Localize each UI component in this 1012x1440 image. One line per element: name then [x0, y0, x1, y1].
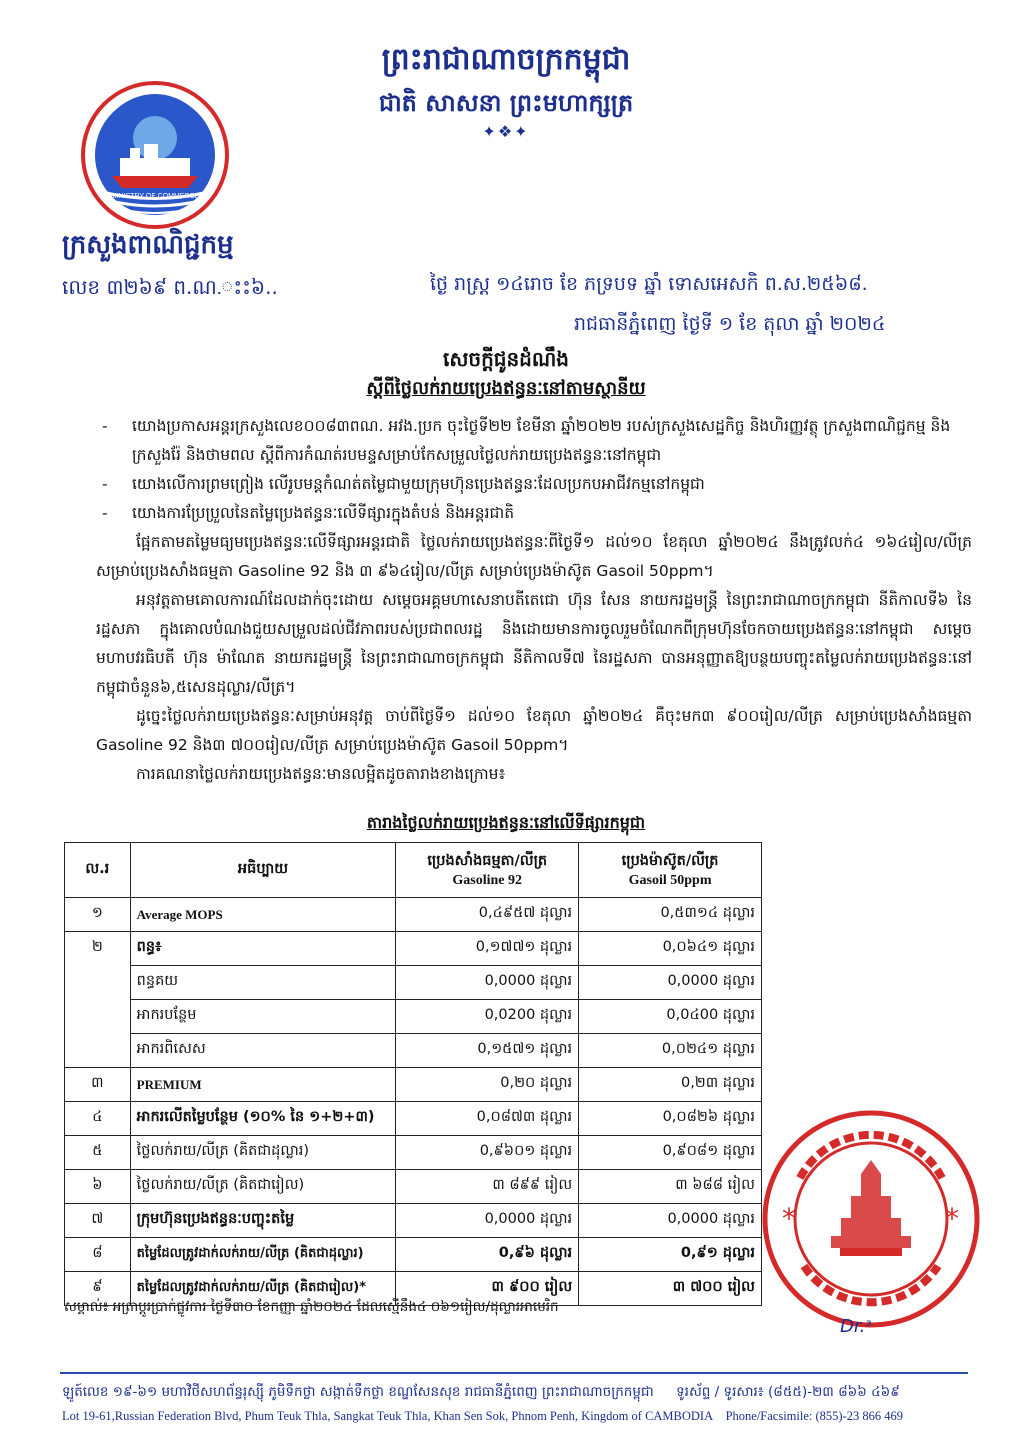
ornament-divider: ✦❖✦ [482, 122, 530, 141]
table-row [65, 932, 762, 966]
paragraph-final-price: ដូច្នេះថ្លៃលក់រាយប្រេងឥន្ធនៈសម្រាប់អនុវត្ត ចាប់ពីថ្ងៃទី១ ដល់១០ ខែតុលា ឆ្នាំ២០២៤ គឺចុះមក៣ ៩០០រៀល/លីត្រ សម្រាប់ប្រេងសាំងធម្មតា Gasoline 92 និង៣ ៧០០រៀល/លីត្រ សម្រាប់ប្រេងម៉ាស៊ូត Gasoil 50ppm។ [96, 707, 972, 754]
row-gasoline-value: ៣ ៨៩៩ រៀល [396, 1170, 579, 1204]
document-title: សេចក្តីជូនដំណឹង [443, 347, 569, 371]
row-number: ១ [65, 898, 131, 932]
row-gasoil-value: 0,៩១ ដុល្លារ [579, 1238, 762, 1272]
row-description: តម្លៃដែលត្រូវដាក់លក់រាយ/លីត្រ (គិតជារៀល)* [130, 1272, 396, 1306]
paragraph-policy: អនុវត្តតាមគោលការណ៍ដែលដាក់ចុះដោយ សម្តេចអគ្គមហាសេនាបតីតេជោ ហ៊ុន សែន នាយករដ្ឋមន្ត្រី នៃព្រះរាជាណាចក្រកម្ពុជា នីតិកាលទី៦ នៃរដ្ឋសភា ក្នុងគោលបំណងជួយសម្រួលដល់ជីវភាពរបស់ប្រជាពលរដ្ឋ និងដោយមានការចូលរួមចំណែកពីក្រុមហ៊ុនចែកចាយប្រេងឥន្ធនៈនៅកម្ពុជា សម្តេចមហាបវរធិបតី ហ៊ុន ម៉ាណែត នាយករដ្ឋមន្ត្រី នៃព្រះរាជាណាចក្រកម្ពុជា នីតិកាលទី៧ នៃរដ្ឋសភា បានអនុញ្ញាតឱ្យបន្ថយបញ្ចុះតម្លៃលក់រាយប្រេងឥន្ធនៈនៅកម្ពុជាចំនួន៦,៥សេនដុល្លារ/លីត្រ។ [96, 591, 972, 696]
col-header-gasoil-en: Gasoil 50ppm [628, 872, 712, 888]
row-number: ៥ [65, 1136, 131, 1170]
table-row [65, 898, 762, 932]
bullet-dash: - [102, 504, 108, 522]
solar-date: រាជធានីភ្នំពេញ ថ្ងៃទី ១ ខែ តុលា ឆ្នាំ ២០២៤ [574, 313, 886, 335]
bullet-text: យោងលើការព្រមព្រៀង លើរូបមន្តកំណត់តម្លៃជាមួយក្រុមហ៊ុនប្រេងឥន្ធនៈដែលប្រកបអាជីវកម្មនៅកម្ពុជា [132, 475, 705, 493]
col-header-description: អធិប្បាយ [130, 843, 396, 898]
row-gasoil-value: ៣ ៦៨៨ រៀល [579, 1170, 762, 1204]
row-description: ពន្ធគយ [130, 966, 396, 1000]
ministry-name: ក្រសួងពាណិជ្ជកម្ម [62, 230, 234, 260]
row-gasoil-value: 0,0៤00 ដុល្លារ [579, 1000, 762, 1034]
row-number: ៨ [65, 1238, 131, 1272]
row-description: ថ្លៃលក់រាយ/លីត្រ (គិតជារៀល) [130, 1170, 396, 1204]
address-kh: ឡូត៍លេខ ១៩-៦១ មហាវិថីសហព័ន្ធរុស្ស៊ី ភូមិទឹកថ្លា សង្កាត់ទឹកថ្លា ខណ្ឌសែនសុខ រាជធានីភ្នំពេញ ព្រះរាជាណាចក្រកម្ពុជា [62, 1384, 654, 1400]
row-description: អាករលើតម្លៃបន្ថែម (១០% នៃ ១+២+៣) [130, 1102, 396, 1136]
row-number: ៧ [65, 1204, 131, 1238]
row-gasoil-value: 0,២៣ ដុល្លារ [579, 1068, 762, 1102]
logo-text: MINISTRY OF COMMERCE [110, 193, 200, 200]
lunar-date: ថ្ងៃ រាស្ត្រ ១៤រោច ខែ ភទ្របទ ឆ្នាំ ទោសអេសកិ ព.ស.២៥៦៨. [430, 273, 868, 295]
row-gasoil-value: 0,0000 ដុល្លារ [579, 1204, 762, 1238]
row-description: តម្លៃដែលត្រូវដាក់លក់រាយ/លីត្រ (គិតជាដុល្លារ) [130, 1238, 396, 1272]
row-number: ៤ [65, 1102, 131, 1136]
document-body [96, 412, 972, 789]
row-gasoil-value: 0,៩០៨១ ដុល្លារ [579, 1136, 762, 1170]
row-gasoil-value: ៣ ៧០០ រៀល [579, 1272, 762, 1306]
footer-divider [60, 1372, 968, 1374]
row-description: ក្រុមហ៊ុនប្រេងឥន្ធនៈបញ្ចុះតម្លៃ [130, 1204, 396, 1238]
table-row [65, 1204, 762, 1238]
row-gasoline-value: 0,៩៦ ដុល្លារ [396, 1238, 579, 1272]
row-gasoil-value: 0,០៦៤១ ដុល្លារ [579, 932, 762, 966]
row-description: ពន្ធ៖ [130, 932, 396, 966]
col-header-gasoil [579, 843, 762, 898]
row-number: ២ [65, 932, 131, 1068]
bullet-dash: - [102, 475, 108, 493]
row-number: ៣ [65, 1068, 131, 1102]
row-gasoline-value: 0,២០ ដុល្លារ [396, 1068, 579, 1102]
row-gasoline-value: 0,០៨៧៣ ដុល្លារ [396, 1102, 579, 1136]
col-header-gasoil-kh: ប្រេងម៉ាស៊ូត/លីត្រ [621, 852, 719, 869]
table-row [65, 966, 762, 1000]
ministry-logo [80, 80, 230, 230]
reference-bullet [96, 499, 972, 528]
col-header-gasoline-en: Gasoline 92 [452, 872, 523, 888]
exchange-rate-note: សម្គាល់៖ អត្រាប្តូរប្រាក់ផ្លូវការ ថ្ងៃទី៣០ ខែកញ្ញា ឆ្នាំ២០២៤ ដែលស្មើនឹង៤ ០៦១រៀល/ដុល្លារអាមេរិក [64, 1299, 559, 1315]
table-row [65, 1034, 762, 1068]
row-gasoline-value: 0,0000 ដុល្លារ [396, 1204, 579, 1238]
row-number: ៩ [65, 1272, 131, 1306]
row-gasoline-value: 0,៤៩៥៧ ដុល្លារ [396, 898, 579, 932]
col-header-gasoline-kh: ប្រេងសាំងធម្មតា/លីត្រ [427, 852, 548, 869]
row-description: អាករពិសេស [130, 1034, 396, 1068]
row-gasoline-value: 0,0000 ដុល្លារ [396, 966, 579, 1000]
table-row [65, 1068, 762, 1102]
table-row [65, 1238, 762, 1272]
signature: Dr.ᶟ [840, 1316, 872, 1337]
row-number: ៦ [65, 1170, 131, 1204]
row-description: Average MOPS [130, 898, 396, 932]
reference-bullet [96, 412, 972, 470]
svg-text:*: * [782, 1202, 796, 1235]
row-description: ថ្លៃលក់រាយ/លីត្រ (គិតជាដុល្លារ) [130, 1136, 396, 1170]
row-gasoline-value: 0,១៥៧១ ដុល្លារ [396, 1034, 579, 1068]
footer-address-en [62, 1409, 903, 1424]
bullet-text: យោងប្រកាសអន្តរក្រសួងលេខ០០៨៣ពណ. អវង.ប្រក ចុះថ្ងៃទី២២ ខែមីនា ឆ្នាំ២០២២ របស់ក្រសួងសេដ្ឋកិច្ច និងហិរញ្ញវត្ថុ ក្រសួងពាណិជ្ជកម្ម និងក្រសួងរ៉ែ និងថាមពល ស្តីពីការកំណត់របមន្ទសម្រាប់កែសម្រួលថ្លៃលក់រាយប្រេងឥន្ធនៈនៅកម្ពុជា [132, 417, 951, 464]
bullet-text: យោងការប្រែប្រួលនៃតម្លៃប្រេងឥន្ធនៈលើទីផ្សារក្នុងតំបន់ និងអន្តរជាតិ [132, 504, 515, 522]
row-description: អាករបន្ថែម [130, 1000, 396, 1034]
row-gasoil-value: 0,៥៣១៤ ដុល្លារ [579, 898, 762, 932]
col-header-number: ល.រ [65, 843, 131, 898]
row-gasoline-value: 0,១៧៧១ ដុល្លារ [396, 932, 579, 966]
fuel-price-table [64, 842, 762, 1306]
national-motto: ជាតិ សាសនា ព្រះមហាក្សត្រ [378, 89, 634, 117]
table-row [65, 1170, 762, 1204]
table-title: តារាងថ្លៃលក់រាយប្រេងឥន្ធនៈនៅលើទីផ្សារកម្ពុជា [366, 813, 646, 832]
row-gasoline-value: 0,៩៦០១ ដុល្លារ [396, 1136, 579, 1170]
document-subtitle: ស្តីពីថ្លៃលក់រាយប្រេងឥន្ធនៈនៅតាមស្ថានីយ [366, 378, 646, 399]
phone-kh: ទូរស័ព្ទ / ទូរសារ៖ (៨៥៥)-២៣ ៨៦៦ ៤៦៩ [676, 1384, 900, 1400]
col-header-gasoline [396, 843, 579, 898]
paragraph-table-intro: ការគណនាថ្លៃលក់រាយប្រេងឥន្ធនៈមានលម្អិតដូចតារាងខាងក្រោម៖ [136, 765, 506, 783]
kingdom-heading: ព្រះរាជាណាចក្រកម្ពុជា [381, 42, 631, 77]
row-description: PREMIUM [130, 1068, 396, 1102]
bullet-dash: - [102, 417, 108, 435]
svg-text:*: * [945, 1202, 959, 1235]
table-row [65, 1000, 762, 1034]
table-row [65, 1136, 762, 1170]
row-gasoline-value: 0,0200 ដុល្លារ [396, 1000, 579, 1034]
table-row [65, 1102, 762, 1136]
phone-en: Phone/Facsimile: (855)-23 866 469 [725, 1409, 903, 1423]
footer-address-kh [62, 1383, 900, 1403]
row-gasoline-value: ៣ ៩០០ រៀល [396, 1272, 579, 1306]
address-en: Lot 19-61,Russian Federation Blvd, Phum Teuk Thla, Sangkat Teuk Thla, Khan Sen Sok, Phnom Penh, Kingdom of CAMBODIA [62, 1409, 713, 1423]
reference-bullet [96, 470, 972, 499]
row-gasoil-value: 0,០៨២៦ ដុល្លារ [579, 1102, 762, 1136]
reference-number: លេខ ៣២៦៩ ព.ណ.ះះ៦.. [62, 275, 278, 299]
official-stamp [760, 1108, 982, 1330]
paragraph-market-price: ផ្អែកតាមតម្លៃមធ្យមប្រេងឥន្ធនៈលើទីផ្សារអន្តរជាតិ ថ្លៃលក់រាយប្រេងឥន្ធនៈពីថ្ងៃទី១ ដល់១០ ខែតុលា ឆ្នាំ២០២៤ នឹងត្រូវលក់៤ ១៦៤រៀល/លីត្រ សម្រាប់ប្រេងសាំងធម្មតា Gasoline 92 និង ៣ ៩៦៤រៀល/លីត្រ សម្រាប់ប្រេងម៉ាស៊ូត Gasoil 50ppm។ [96, 533, 972, 580]
table-header-row [65, 843, 762, 898]
row-gasoil-value: 0,០២៤១ ដុល្លារ [579, 1034, 762, 1068]
row-gasoil-value: 0,0000 ដុល្លារ [579, 966, 762, 1000]
